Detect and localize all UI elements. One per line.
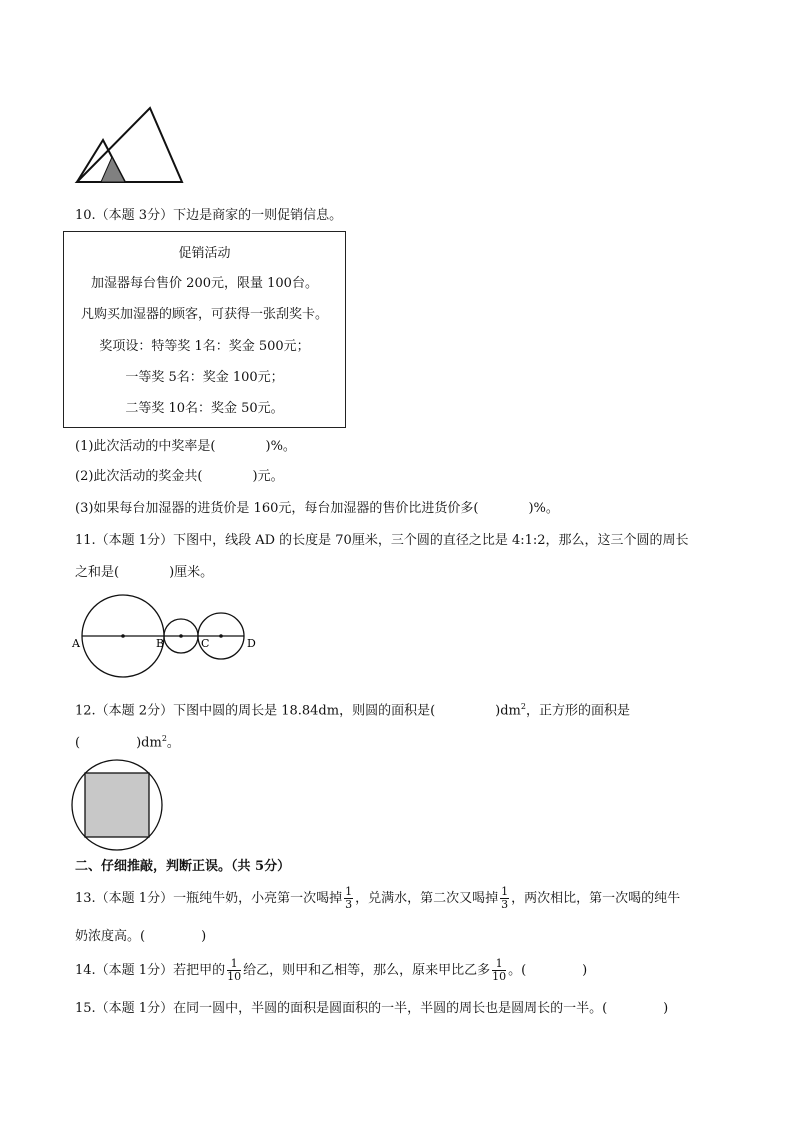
inscribed-square (85, 773, 149, 837)
q12-period: 。 (166, 735, 180, 751)
numerator: 1 (492, 958, 506, 971)
denominator: 10 (227, 970, 242, 983)
fraction (227, 958, 241, 983)
numerator: 1 (227, 958, 241, 971)
q15-text: 15.（本题 1分）在同一圆中，半圆的面积是圆面积的一半，半圆的周长也是圆周长的一半。( (75, 1001, 608, 1016)
superscript: 2 (161, 734, 167, 743)
q15-line (75, 1000, 668, 1018)
q10-sub3-text: (3)如果每台加湿器的进货价是 160元，每台加湿器的售价比进货价多( (75, 501, 479, 516)
promo-line: 凡购买加湿器的顾客，可获得一张刮奖卡。 (80, 307, 328, 322)
shaded-overlap (101, 157, 125, 182)
label-b: B (156, 637, 165, 650)
promo-title: 促销活动 (178, 246, 231, 261)
q13-line2 (75, 928, 206, 946)
large-triangle (77, 108, 182, 182)
fraction (500, 886, 509, 911)
q14-line (75, 956, 587, 986)
q11-unit: )厘米。 (169, 565, 214, 580)
triangles-figure (72, 105, 187, 190)
q10-sub2-text: (2)此次活动的奖金共( (75, 469, 203, 484)
q14-text: 14.（本题 1分）若把甲的 (75, 963, 226, 978)
circle-square-figure (70, 758, 165, 853)
q11-line2 (75, 564, 213, 582)
promo-line: 二等奖 10名：奖金 50元。 (125, 401, 284, 416)
q10-sub2-unit: )元。 (252, 469, 284, 484)
q13-text: 13.（本题 1分）一瓶纯牛奶，小亮第一次喝掉 (75, 891, 343, 906)
promo-box (63, 231, 346, 428)
label-a: A (72, 637, 80, 650)
q11-text: 之和是( (75, 565, 120, 580)
center-dot (121, 634, 125, 638)
promo-line: 一等奖 5名：奖金 100元； (125, 370, 284, 385)
denominator: 3 (501, 898, 509, 911)
numerator: 1 (345, 885, 353, 898)
q12-text: ，正方形的面积是 (525, 703, 630, 719)
q10-sub3-unit: )%。 (528, 501, 559, 516)
q10-sub3 (75, 500, 559, 518)
q12-line2 (75, 730, 180, 752)
q14-text: 给乙，则甲和乙相等，那么，原来甲比乙多 (243, 963, 491, 978)
section-heading: 二、仔细推敲，判断正误。（共 5分） (75, 859, 291, 874)
superscript: 2 (520, 702, 526, 711)
q15-paren: ) (663, 1001, 669, 1016)
q11-line1: 11.（本题 1分）下图中，线段 AD 的长度是 70厘米，三个圆的直径之比是 4:1:2，那么，这三个圆的周长 (75, 533, 689, 548)
q12-paren: ( (75, 735, 81, 751)
q12-unit: )dm (495, 703, 521, 719)
q10-sub1 (75, 438, 296, 456)
q13-text: ，兑满水，第二次又喝掉 (355, 891, 499, 906)
denominator: 10 (492, 970, 507, 983)
q13-text: ，两次相比，第一次喝的纯牛 (511, 891, 681, 906)
q14-paren: 。( (508, 963, 527, 978)
denominator: 3 (345, 898, 353, 911)
center-dot (219, 634, 223, 638)
promo-line: 加湿器每台售价 200元，限量 100台。 (91, 276, 318, 291)
center-dot (179, 634, 183, 638)
numerator: 1 (501, 885, 509, 898)
q12-unit: )dm (136, 735, 162, 751)
q12-text: 12.（本题 2分）下图中圆的周长是 18.84dm，则圆的面积是( (75, 703, 436, 719)
q10-sub1-unit: )%。 (265, 439, 296, 454)
q10-stem: 10.（本题 3分）下边是商家的一则促销信息。 (75, 208, 343, 223)
q14-paren: ) (582, 963, 588, 978)
q10-sub1-text: (1)此次活动的中奖率是( (75, 439, 216, 454)
promo-line: 奖项设：特等奖 1名：奖金 500元； (99, 339, 310, 354)
q13-paren: ) (201, 929, 207, 944)
q12-line1 (75, 698, 630, 720)
q13-text: 奶浓度高。( (75, 929, 146, 944)
q10-sub2 (75, 468, 284, 486)
label-d: D (247, 637, 256, 650)
label-c: C (201, 637, 210, 650)
fraction (344, 886, 353, 911)
fraction (492, 958, 506, 983)
circles-figure (70, 592, 260, 682)
q13-line1 (75, 886, 680, 912)
